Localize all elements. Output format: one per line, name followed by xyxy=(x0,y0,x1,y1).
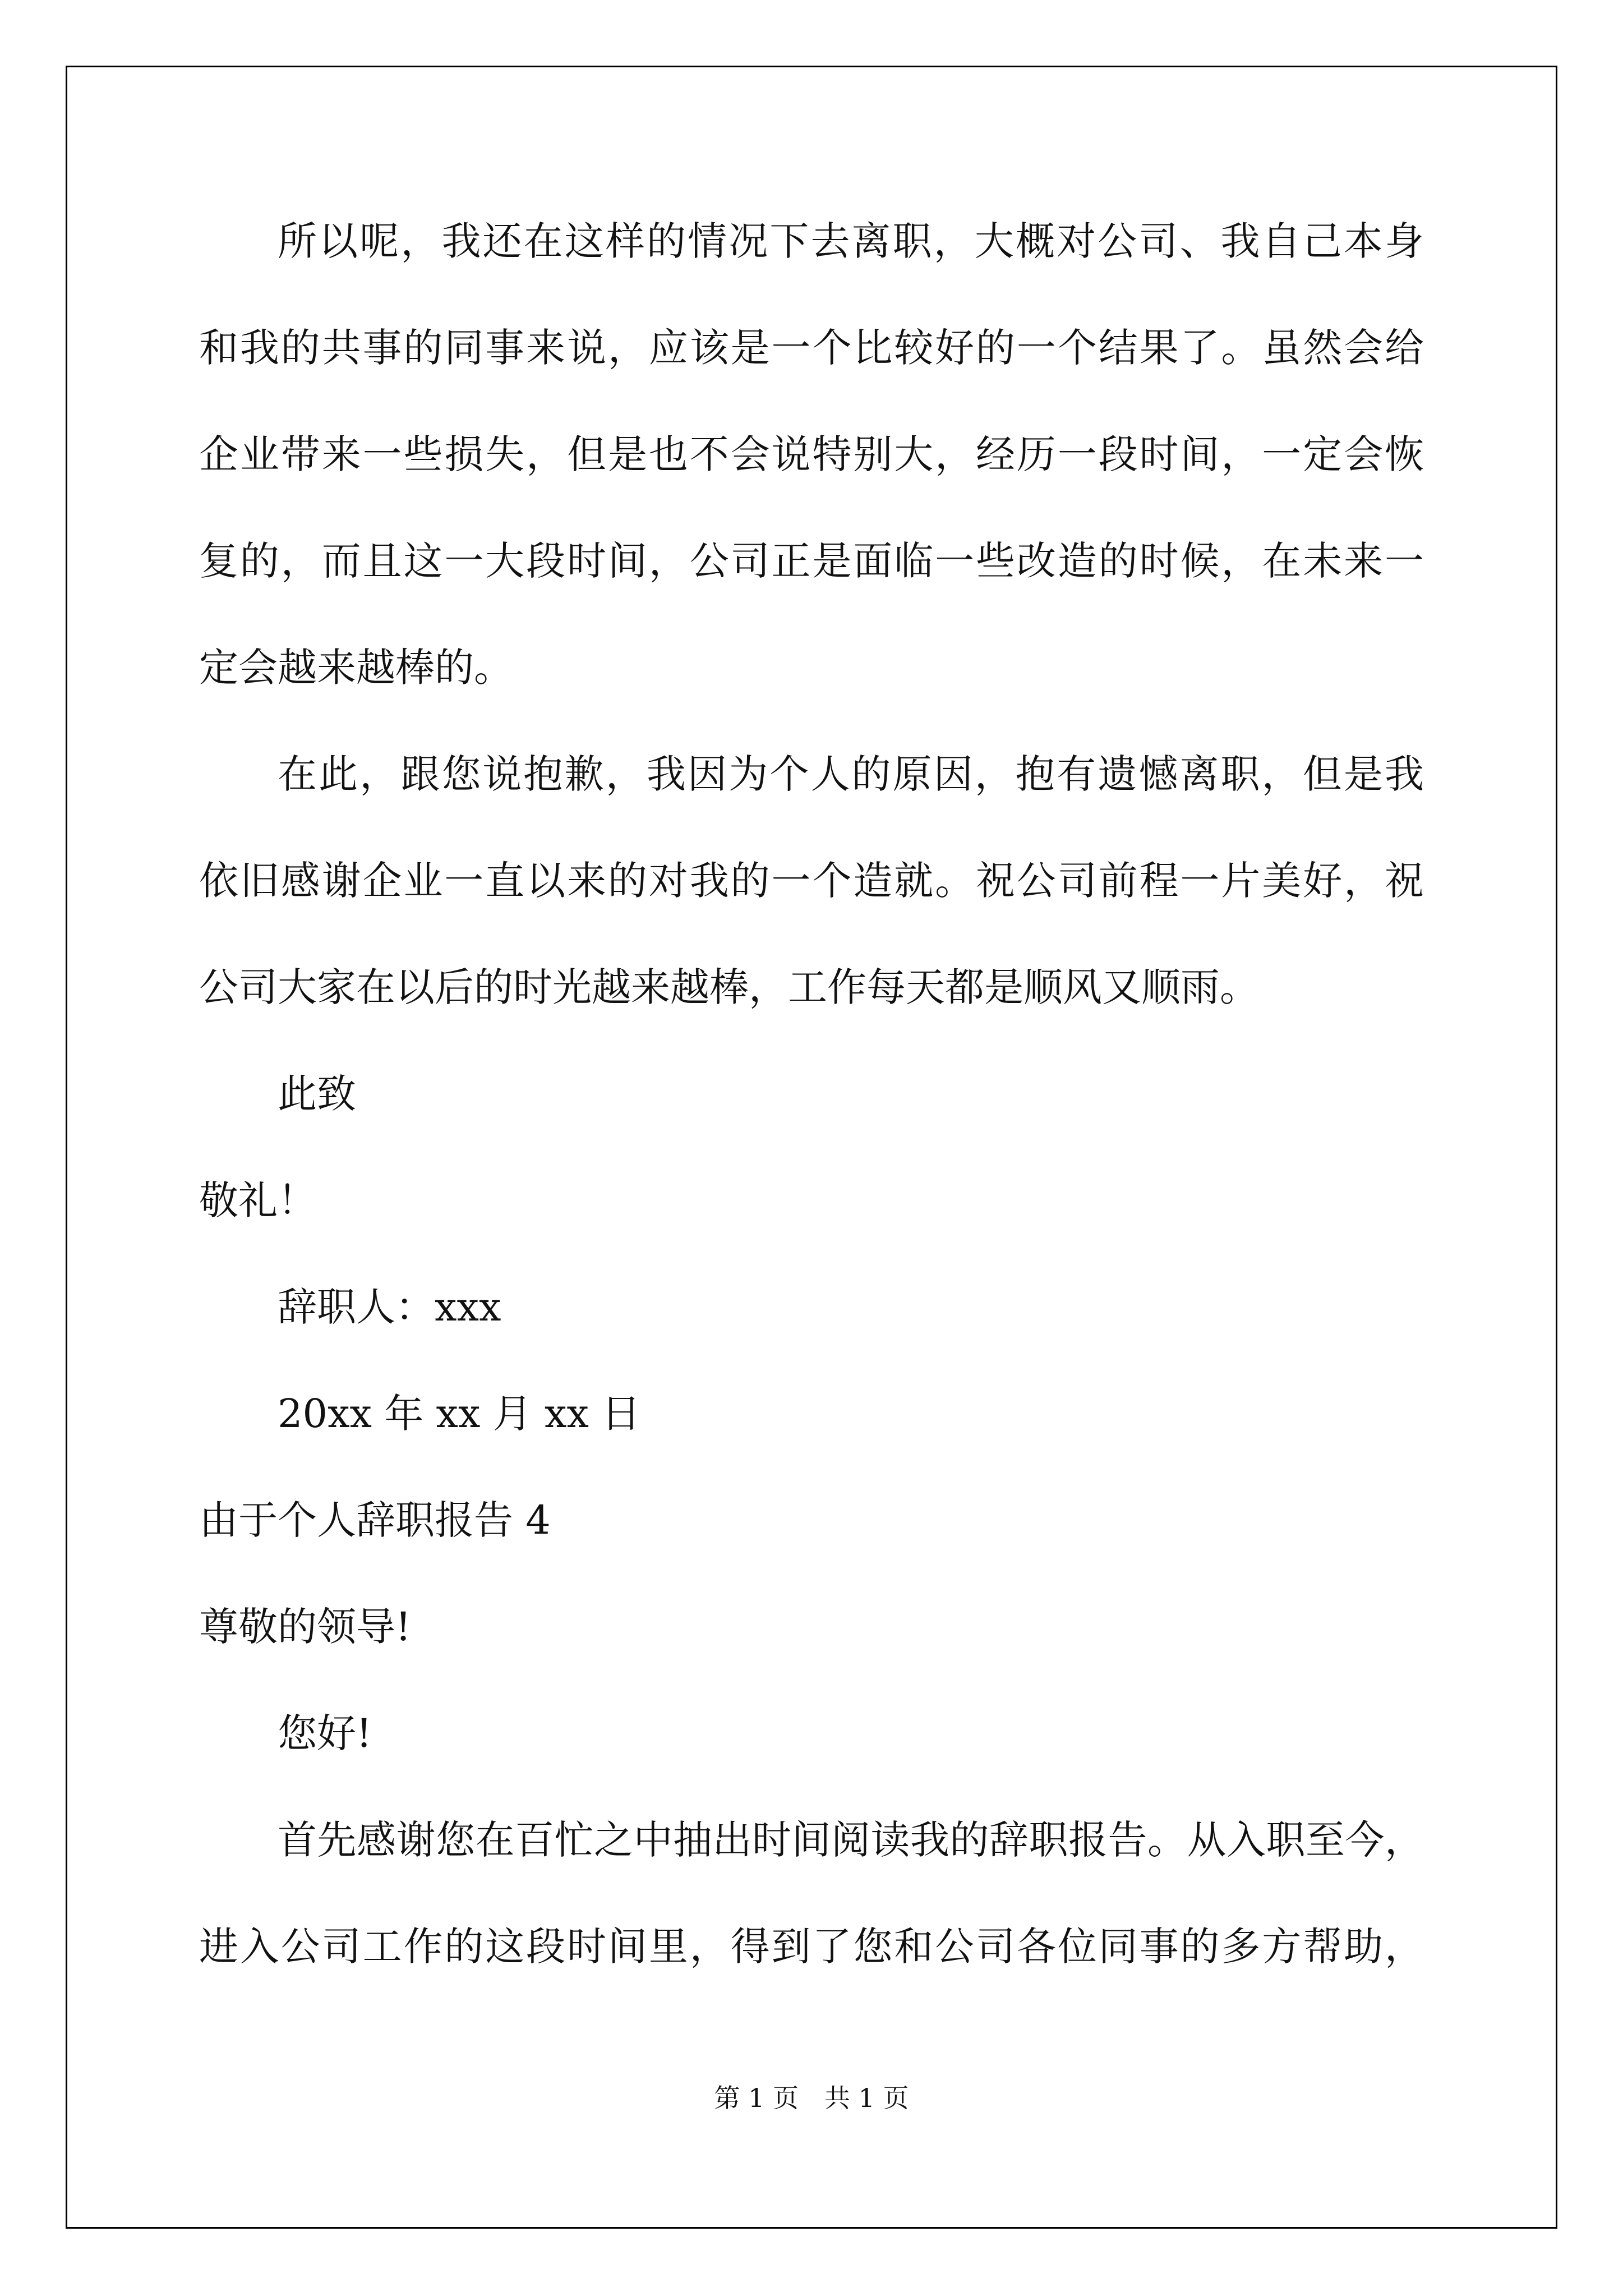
text-line: 首先感谢您在百忙之中抽出时间阅读我的辞职报告。从入职至今， xyxy=(278,1817,1424,1863)
text-line: 进入公司工作的这段时间里，得到了您和公司各位同事的多方帮助， xyxy=(199,1924,1424,1970)
section-heading: 由于个人辞职报告 4 xyxy=(199,1497,551,1543)
text-line: 和我的共事的同事来说，应该是一个比较好的一个结果了。虽然会给 xyxy=(199,325,1424,371)
closing-salutation: 此致 xyxy=(278,1071,356,1117)
text-line: 定会越来越棒的。 xyxy=(199,645,513,691)
closing-regards: 敬礼！ xyxy=(199,1177,317,1223)
greeting: 您好! xyxy=(278,1710,372,1756)
text-line: 公司大家在以后的时光越来越棒，工作每天都是顺风又顺雨。 xyxy=(199,964,1259,1010)
text-line: 在此，跟您说抱歉，我因为个人的原因，抱有遗憾离职，但是我 xyxy=(278,751,1424,797)
salutation: 尊敬的领导! xyxy=(199,1604,412,1650)
page-footer: 第 1 页 共 1 页 xyxy=(714,2083,909,2113)
signer: 辞职人：xxx xyxy=(278,1284,501,1330)
page-border xyxy=(66,66,1557,2229)
text-line: 依旧感谢企业一直以来的对我的一个造就。祝公司前程一片美好，祝 xyxy=(199,858,1424,904)
text-line: 所以呢，我还在这样的情况下去离职，大概对公司、我自己本身 xyxy=(278,218,1424,264)
date: 20xx 年 xx 月 xx 日 xyxy=(278,1391,641,1437)
text-line: 企业带来一些损失，但是也不会说特别大，经历一段时间，一定会恢 xyxy=(199,431,1424,477)
text-line: 复的，而且这一大段时间，公司正是面临一些改造的时候，在未来一 xyxy=(199,538,1424,584)
